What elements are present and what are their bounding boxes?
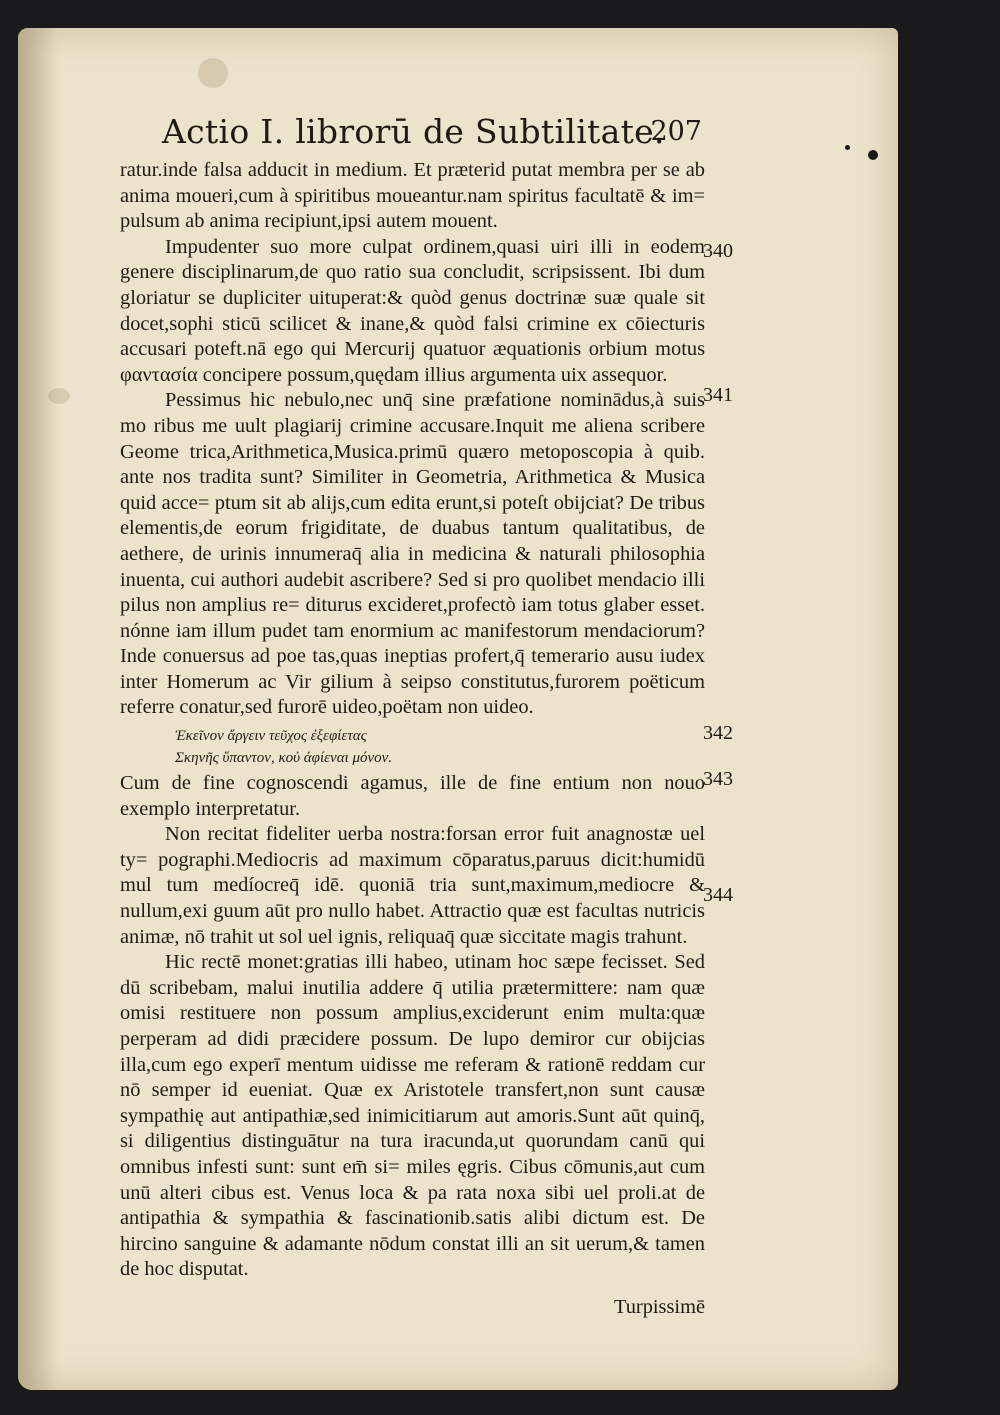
text-line: restituere non possum amplius,exciderunt enim multa:quæ perperam ad [120,1002,705,1050]
text-line: rata noxa sibi uel proli.at de antipathia & sympathia & fascinationib.satis [120,1181,705,1230]
greek-line: Σκηνῆς ὕπαντον, κοὐ ἀφίεναι μόνον. [175,750,393,767]
text-line: se dupliciter uituperat:& quòd genus doctrinæ suæ quale sit docet,sophi [120,286,706,335]
text-line: Non recitat fideliter uerba nostra:forsan error fuit anagnostæ uel ty= [120,823,705,871]
margin-number: 343 [703,768,733,790]
text-line: interpretatur. [195,797,301,820]
text-line: eorum frigiditate, de duabus tantum qualitatibus, de aethere, de urinis [120,517,705,565]
paragraph [120,158,705,235]
text-line: sit uerum,& tamen de hoc disputat. [120,1232,705,1281]
text-line: trahit ut sol uel ignis, reliquaq̄ quæ siccitate magis trahunt. [210,925,688,948]
text-line: sticū scilicet & inane,& quòd falsi crimine ex cōiecturis accusari poteft.nā [120,312,706,361]
page-number: 207 [650,116,702,147]
paragraph [120,822,705,950]
paragraph [120,950,705,1283]
margin-number: 341 [703,384,733,406]
text-line: disciplinarum,de quo ratio sua concludit, scripsissent. Ibi dum gloriatur [120,261,705,309]
margin-number: 340 [703,240,733,262]
running-title: Actio I. librorū de Subtilitate. [162,112,665,151]
text-line: alibi dictum est. De hircino sanguine & adamante nōdum constat illi an [120,1207,705,1255]
paragraph [120,771,705,822]
page-gutter-shadow [18,28,58,1390]
text-line: tura iracunda,ut quorundam canū qui omnibus infesti sunt: sunt em̄ si= [120,1130,705,1178]
text-line: ptum sit ab alijs,cum edita erunt,si poteſt obijciat? De tribus elementis,de [120,491,705,540]
text-line: scribebam, malui inutilia addere q̄ utilia prætermittere: nam quæ omisi [120,976,705,1025]
text-line: ribus me uult plagiarij crimine accusare.Inquit me aliena scribere Geome [120,414,705,463]
margin-number: 344 [703,884,733,906]
text-line: uideo,poëtam non uideo. [332,696,534,719]
greek-quotation [120,725,705,769]
text-line: pographi.Mediocris ad maximum cōparatus,paruus dicit:humidū mul [120,848,705,897]
text-line: Cum de fine cognoscendi agamus, ille de fine entium non nouo exemplo [120,772,705,820]
text-line: diturus excideret,profectò iam totus glaber esset. nónne iam illum pudet [120,594,705,642]
greek-line: Ἐκεῖνον ἄργειν τεῦχος ἐξεφίετας [175,728,367,745]
page-tear-mark [845,145,850,150]
text-block [120,158,705,1321]
text-line: anima moueri,cum à spiritibus moueantur.nam spiritus facultatē & im= [120,184,705,207]
text-line: gilium à seipso constitutus,furorem poëticum referre conatur,sed furorē [120,670,705,719]
running-header [162,112,702,162]
paragraph [120,388,705,721]
text-line: pulsum ab anima recipiunt,ipsi autem mouent. [120,210,498,233]
text-line: innumeraq̄ alia in medicina & naturali philosophia inuenta, cui authori [120,542,705,591]
text-line: guum aūt pro nullo habet. Attractio quæ est facultas nutricis animæ, nō [120,900,705,948]
text-line: tas,quas ineptias profert,q̄ temerario ausu iudex inter Homerum ac Vir [120,645,705,693]
page-tear-mark [868,150,878,160]
catchword: Turpissimē [613,1295,705,1318]
text-line: audebit ascribere? Sed si pro quolibet mendacio illi pilus non amplius re= [120,568,705,617]
text-line: Quæ ex Aristotele transfert,non sunt causæ sympathię aut antipathiæ,sed [120,1079,705,1127]
text-line: miles ęgris. Cibus cōmunis,aut cum unū alteri cibus est. Venus loca & pa [120,1155,705,1204]
text-line: Pessimus hic nebulo,nec unq̄ sine præfatione nominādus,à suis mo [120,389,705,437]
text-line: Impudenter suo more culpat ordinem,quasi uiri illi in eodem genere [120,235,705,284]
text-line: ratur.inde falsa adducit in medium. Et præterid putat membra per se ab [120,159,705,181]
text-line: tum medíocreq̄ idē. quoniā tria sunt,maximum,mediocre & nullum,exi [120,874,705,923]
text-line: tam enormium ac manifestorum mendaciorum? Inde conuersus ad poe [120,619,706,668]
text-line: trica,Arithmetica,Musica.primū quæro metoposcopia à quib. ante nos [120,440,705,489]
margin-number: 342 [703,722,733,744]
text-line: tradita sunt? Similiter in Geometria, Arithmetica & Musica quid acce= [120,466,705,514]
paragraph [120,235,705,389]
paper-stain [198,58,228,88]
text-line: inimicitiarum aut amoris.Sunt aūt quinq̄, si diligentius distinguātur na [120,1104,705,1153]
text-line: mentum uidisse me referam & rationē reddam cur nō semper id eueniat. [120,1053,705,1102]
text-line: possum,quędam illius argumenta uix assequor. [287,363,668,386]
paper-stain [48,388,70,404]
text-line: didi præcidere possum. De lupo demiror cur obijcias illa,cum ego experī [120,1028,705,1076]
text-line: ego qui Mercurij quatuor æquationis orbium motus φαντασία concipere [120,338,706,386]
text-line: Hic rectē monet:gratias illi habeo, utinam hoc sæpe fecisset. Sed dū [120,951,705,999]
